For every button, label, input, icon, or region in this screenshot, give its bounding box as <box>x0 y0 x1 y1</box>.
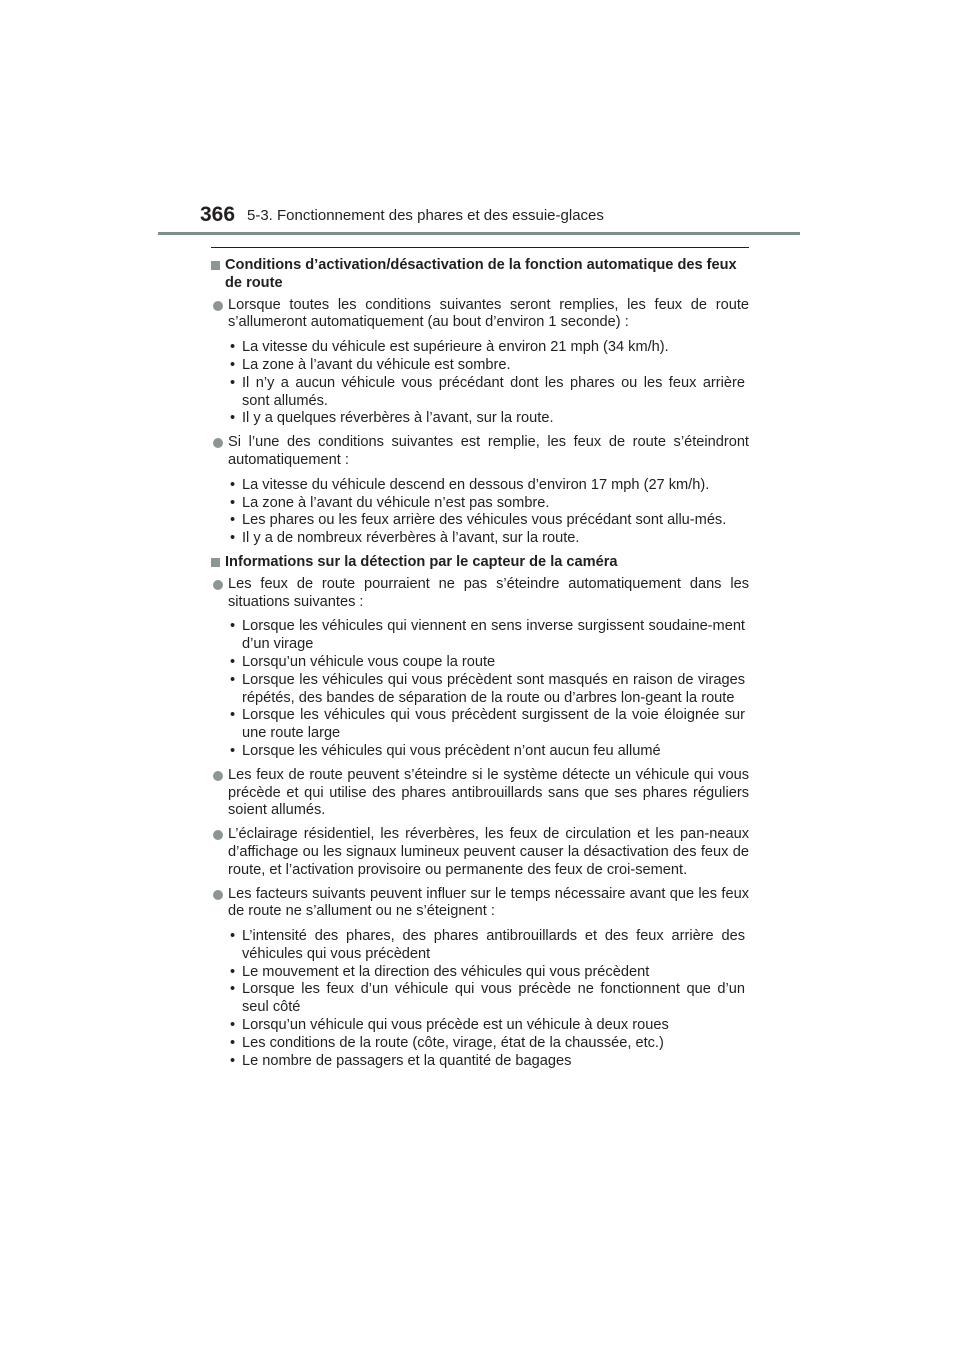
dot-marker: • <box>230 1017 236 1034</box>
page-header <box>0 0 960 240</box>
sub-list-item <box>228 410 749 428</box>
sub-item-text: Le nombre de passagers et la quantité de bagages <box>242 1052 572 1069</box>
square-bullet-icon <box>211 261 220 270</box>
circle-bullet-icon <box>213 830 223 840</box>
sub-list-item <box>228 672 749 708</box>
sub-list-item <box>228 512 749 530</box>
dot-marker: • <box>230 671 236 688</box>
sub-list-item <box>228 654 749 672</box>
sub-item-text: L’intensité des phares, des phares antibrouillards et des feux arrière des véhicules qui vous précèdent <box>242 928 745 962</box>
dot-marker: • <box>230 963 236 980</box>
dot-marker: • <box>230 356 236 373</box>
sub-item-text: La zone à l’avant du véhicule est sombre. <box>242 356 511 373</box>
dot-marker: • <box>230 374 236 391</box>
dot-marker: • <box>230 742 236 759</box>
dot-marker: • <box>230 928 236 945</box>
bullet-item <box>211 886 749 1071</box>
sub-list-item <box>228 357 749 375</box>
chapter-title: 5-3. Fonctionnement des phares et des essuie-glaces <box>247 207 604 224</box>
sub-item-text: Lorsque les véhicules qui viennent en sens inverse surgissent soudaine-ment d’un virage <box>242 618 745 653</box>
bullet-item <box>211 767 749 820</box>
bullet-text: Les feux de route pourraient ne pas s’éteindre automatiquement dans les situations suivantes : <box>228 575 749 610</box>
sub-item-text: Lorsque les véhicules qui vous précèdent n’ont aucun feu allumé <box>242 742 661 759</box>
bullet-item <box>211 576 749 761</box>
sub-item-text: Lorsque les véhicules qui vous précèdent sont masqués en raison de virages répétés, des bandes de séparation de la route ou d’arbres lon-geant la route <box>242 671 745 706</box>
bullet-text: Les facteurs suivants peuvent influer sur le temps nécessaire avant que les feux de route ne s’allument ou ne s’éteignent : <box>228 885 749 920</box>
section-title-text: Conditions d’activation/désactivation de la fonction automatique des feux de route <box>225 257 737 291</box>
sub-list-item <box>228 981 749 1017</box>
bullet-text: Si l’une des conditions suivantes est remplie, les feux de route s’éteindront automatiquement : <box>228 434 749 468</box>
square-bullet-icon <box>211 558 220 567</box>
sub-item-text: Lorsqu’un véhicule qui vous précède est un véhicule à deux roues <box>242 1017 669 1034</box>
dot-marker: • <box>230 653 236 670</box>
sub-list-item <box>228 743 749 761</box>
sub-item-text: La vitesse du véhicule descend en dessous d’environ 17 mph (27 km/h). <box>242 476 710 493</box>
circle-bullet-icon <box>213 580 223 590</box>
circle-bullet-icon <box>213 771 223 781</box>
circle-bullet-icon <box>213 438 223 448</box>
header-rule <box>158 232 800 235</box>
section-title <box>211 257 749 293</box>
dot-marker: • <box>230 512 236 529</box>
dot-marker: • <box>230 339 236 356</box>
sub-list <box>228 928 749 1070</box>
sub-list-item <box>228 707 749 743</box>
sub-item-text: Lorsque les véhicules qui vous précèdent surgissent de la voie éloignée sur une route large <box>242 707 745 742</box>
bullet-text: L’éclairage résidentiel, les réverbères, les feux de circulation et les pan-neaux d’affichage ou les signaux lumineux peuvent causer la désactivation des feux de route, et l’activation provisoire ou permanente des feux de croi-sement. <box>228 826 749 878</box>
sub-list <box>228 477 749 548</box>
page-content <box>211 247 749 1076</box>
dot-marker: • <box>230 981 236 998</box>
sub-list-item <box>228 339 749 357</box>
section-title <box>211 554 749 572</box>
sub-item-text: Il y a quelques réverbères à l’avant, sur la route. <box>242 410 554 427</box>
dot-marker: • <box>230 1034 236 1051</box>
dot-marker: • <box>230 410 236 427</box>
sub-list <box>228 339 749 428</box>
bullet-item <box>211 297 749 429</box>
section-title-text: Informations sur la détection par le capteur de la caméra <box>225 553 618 570</box>
sub-item-text: Lorsque les feux d’un véhicule qui vous précède ne fonctionnent que d’un seul côté <box>242 981 745 1016</box>
sub-list-item <box>228 495 749 513</box>
bullet-text: Lorsque toutes les conditions suivantes seront remplies, les feux de route s’allumeront automatiquement (au bout d’environ 1 seconde) : <box>228 296 749 331</box>
sub-list-item <box>228 964 749 982</box>
bullet-item <box>211 826 749 879</box>
sub-list-item <box>228 1017 749 1035</box>
dot-marker: • <box>230 618 236 635</box>
dot-marker: • <box>230 530 236 547</box>
sub-list-item <box>228 618 749 654</box>
dot-marker: • <box>230 1052 236 1069</box>
sub-list-item <box>228 1035 749 1053</box>
section <box>211 257 749 548</box>
sub-list-item <box>228 477 749 495</box>
sub-item-text: Le mouvement et la direction des véhicules qui vous précèdent <box>242 963 650 980</box>
dot-marker: • <box>230 707 236 724</box>
sub-list-item <box>228 928 749 964</box>
bullet-text: Les feux de route peuvent s’éteindre si le système détecte un véhicule qui vous précède et qui utilise des phares antibrouillards sans que ses phares réguliers soient allumés. <box>228 766 749 819</box>
page-number: 366 <box>200 203 236 226</box>
sub-item-text: Il n’y a aucun véhicule vous précédant dont les phares ou les feux arrière sont allumés. <box>242 374 745 409</box>
sub-list-item <box>228 1053 749 1071</box>
sub-list-item <box>228 375 749 411</box>
sub-item-text: Les phares ou les feux arrière des véhicules vous précédant sont allu-més. <box>242 512 727 529</box>
dot-marker: • <box>230 494 236 511</box>
dot-marker: • <box>230 476 236 493</box>
sub-item-text: La zone à l’avant du véhicule n’est pas sombre. <box>242 494 550 511</box>
sub-item-text: Lorsqu’un véhicule vous coupe la route <box>242 653 496 670</box>
sub-list <box>228 618 749 760</box>
section <box>211 554 749 1071</box>
circle-bullet-icon <box>213 301 223 311</box>
bullet-item <box>211 434 749 548</box>
sub-item-text: Les conditions de la route (côte, virage, état de la chaussée, etc.) <box>242 1034 664 1051</box>
sub-item-text: La vitesse du véhicule est supérieure à environ 21 mph (34 km/h). <box>242 339 669 356</box>
sub-item-text: Il y a de nombreux réverbères à l’avant, sur la route. <box>242 530 580 547</box>
sub-list-item <box>228 530 749 548</box>
circle-bullet-icon <box>213 890 223 900</box>
